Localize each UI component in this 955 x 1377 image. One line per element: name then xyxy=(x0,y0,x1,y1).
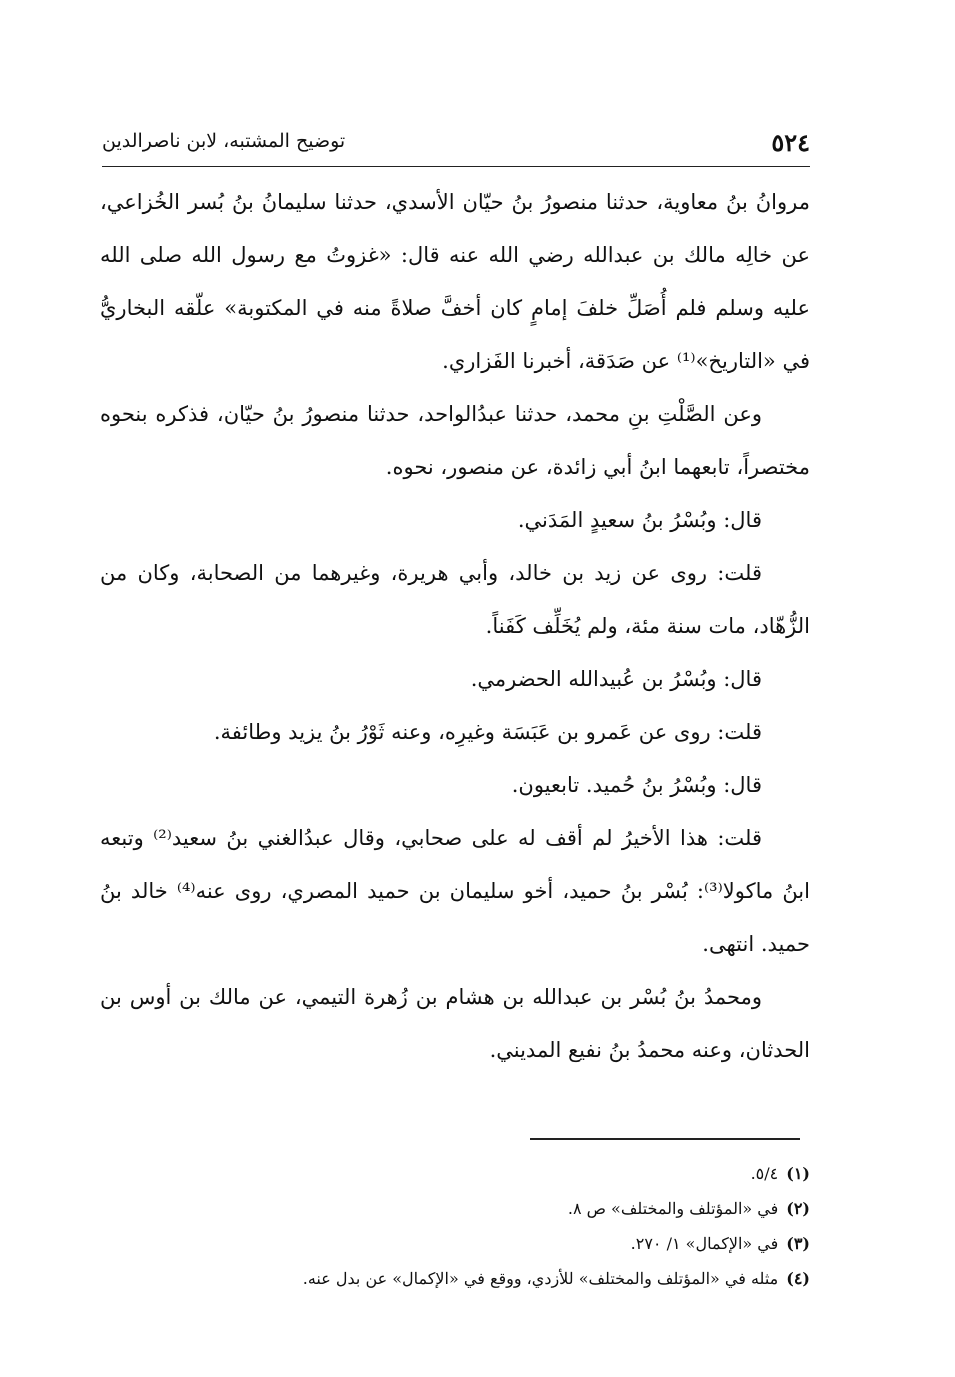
page-header xyxy=(102,124,810,166)
footnote-text: مثله في «المؤتلف والمختلف» للأزدي، ووقع في «الإكمال» عن بدل عنه. xyxy=(302,1269,779,1288)
footnotes xyxy=(180,1156,810,1296)
running-title: توضيح المشتبه، لابن ناصرالدين xyxy=(102,130,346,152)
header-divider xyxy=(102,166,810,167)
footnote-divider xyxy=(530,1138,800,1140)
page-number: ٥٢٤ xyxy=(771,128,810,157)
footnote-text: في «الإكمال» ١/ ٢٧٠. xyxy=(630,1234,779,1253)
paragraph: قال: وبُسْرُ بنُ سعيدٍ المَدَني. xyxy=(517,508,762,532)
paragraph: قال: وبُسْرُ بن عُبيدالله الحضرمي. xyxy=(470,667,762,691)
footnote-number: (١) xyxy=(786,1164,810,1183)
footnote xyxy=(180,1261,810,1296)
paragraph: مروانُ بنُ معاوية، حدثنا منصورُ بنُ حيّان الأسدي، حدثنا سليمانُ بنُ بُسر الخُزاعي، عن خالِه مالك بن عبدالله رضي الله عنه قال: «غزوتُ مع رسول الله صلى الله عليه وسلم فلم أُصَلِّ خلفَ إمامٍ كان أخفَّ صلاةً منه في المكتوبة» علّقه البخاريُّ في «التاريخ»⁽¹⁾ عن صَدَقة، أخبرنا الفَزاري. xyxy=(100,190,810,373)
paragraph: ومحمدُ بنُ بُسْر بن عبدالله بن هشام بن زُهرة التيمي، عن مالك بن أوس بن الحدثان، وعنه محمدُ بنُ نفيع المديني. xyxy=(100,985,810,1062)
footnote xyxy=(180,1156,810,1191)
paragraph: قال: وبُسْرُ بنُ حُميد. تابعيون. xyxy=(511,773,762,797)
footnote-number: (٢) xyxy=(786,1199,810,1218)
footnote-number: (٤) xyxy=(786,1269,810,1288)
paragraph: قلت: روى عن زيد بن خالد، وأبي هريرة، وغيرهما من الصحابة، وكان من الزُّهّاد، مات سنة مئة، ولم يُخَلِّف كَفَناً. xyxy=(100,561,810,638)
footnote-number: (٣) xyxy=(786,1234,810,1253)
paragraph: وعن الصَّلْتِ بنِ محمد، حدثنا عبدُالواحد، حدثنا منصورُ بنُ حيّان، فذكره بنحوه مختصراً، تابعهما ابنُ أبي زائدة، عن منصور، نحوه. xyxy=(100,402,810,479)
footnote-text: ٥/٤. xyxy=(750,1164,779,1183)
paragraph: قلت: هذا الأخيرُ لم أقف له على صحابي، وقال عبدُالغني بنُ سعيد⁽²⁾ وتبعه ابنُ ماكولا⁽³⁾: بُسْر بنُ حميد، أخو سليمان بن حميد المصري، روى عنه⁽⁴⁾ خالد بنُ حميد. انتهى. xyxy=(100,826,810,956)
main-text xyxy=(100,176,810,1077)
footnote xyxy=(180,1191,810,1226)
paragraph: قلت: روى عن عَمرو بن عَبَسَة وغيرِه، وعنه ثَوْرُ بنُ يزيد وطائفة. xyxy=(213,720,762,744)
footnote xyxy=(180,1226,810,1261)
footnote-text: في «المؤتلف والمختلف» ص ٨. xyxy=(567,1199,779,1218)
